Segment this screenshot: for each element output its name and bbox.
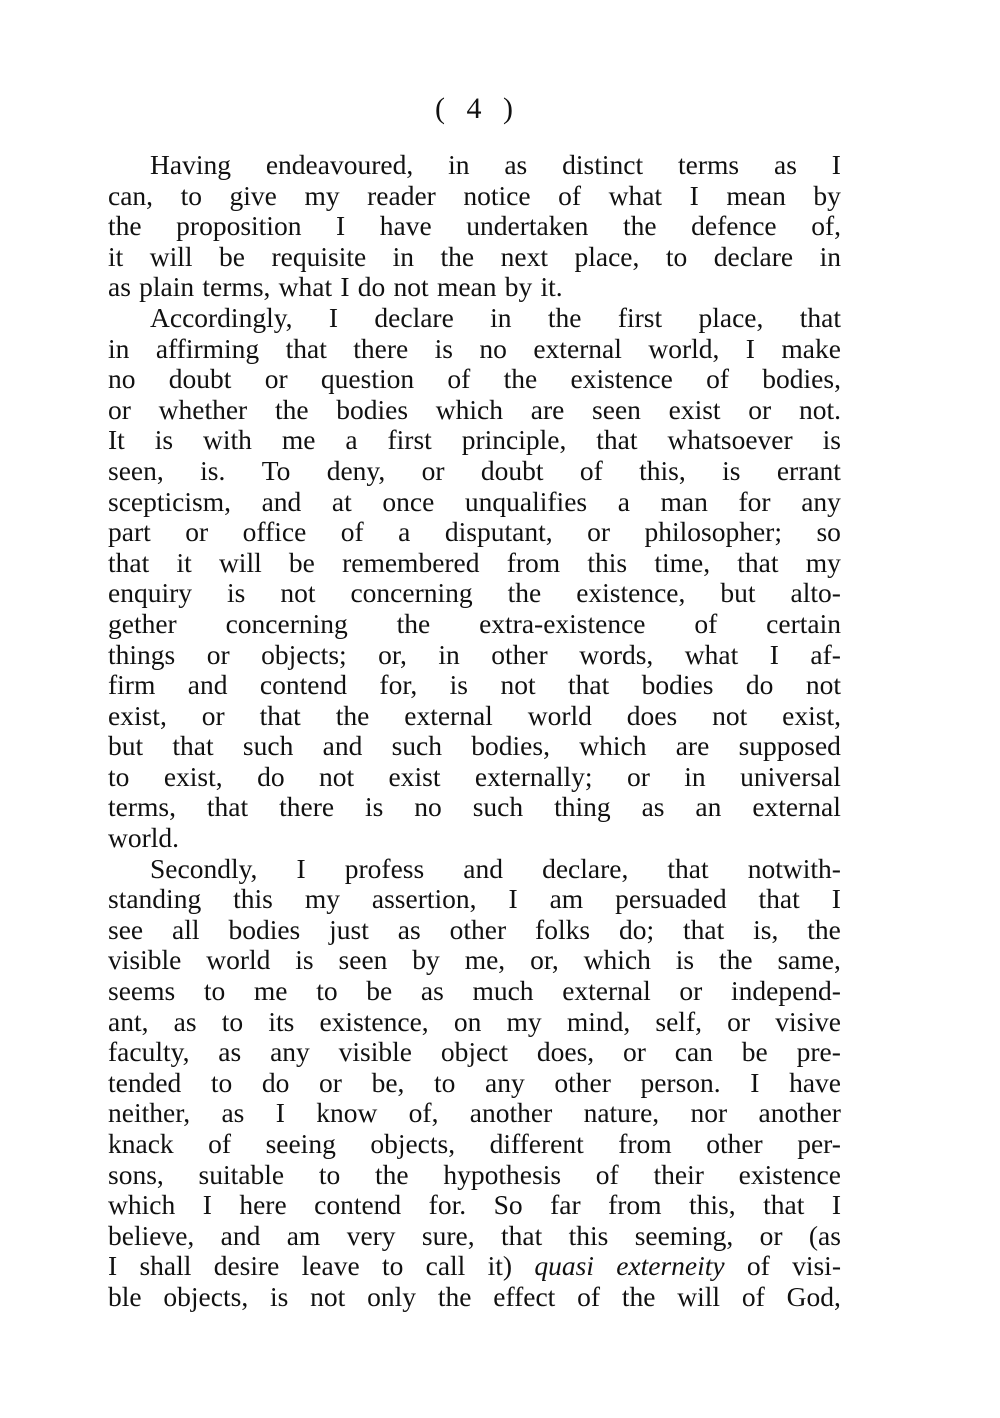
text-line: to exist, do not exist externally; or in universal (108, 760, 841, 792)
text-line: seen, is. To deny, or doubt of this, is errant (108, 454, 841, 486)
text-line: Secondly, I profess and declare, that notwith- (150, 852, 841, 884)
text-line: firm and contend for, is not that bodies do not (108, 669, 841, 701)
text-line: Accordingly, I declare in the first place, that (150, 301, 841, 333)
page-number: ( 4 ) (435, 92, 513, 125)
text-line: part or office of a disputant, or philosopher; so (108, 516, 841, 548)
text-line: see all bodies just as other folks do; that is, the (108, 913, 841, 945)
text-line: seems to me to be as much external or independ- (108, 975, 841, 1007)
text-line: no doubt or question of the existence of bodies, (108, 363, 841, 395)
text-line: visible world is seen by me, or, which is the same, (108, 944, 841, 976)
text-line: things or objects; or, in other words, what I af- (108, 638, 841, 670)
text-line: world. (108, 822, 180, 854)
text-line: standing this my assertion, I am persuaded that I (108, 883, 841, 915)
text-line: believe, and am very sure, that this seeming, or (as (108, 1219, 841, 1251)
text-line: I shall desire leave to call it) quasi externeity of visi- (108, 1250, 841, 1282)
text-line: that it will be remembered from this time, that my (108, 546, 841, 578)
text-line: sons, suitable to the hypothesis of their existence (108, 1158, 841, 1190)
text-line: or whether the bodies which are seen exist or not. (108, 393, 841, 425)
text-line: tended to do or be, to any other person. I have (108, 1066, 841, 1098)
text-line: It is with me a first principle, that whatsoever is (108, 424, 841, 456)
text-line: ble objects, is not only the effect of the will of God, (108, 1280, 841, 1312)
text-line: scepticism, and at once unqualifies a man for any (108, 485, 841, 517)
text-line: faculty, as any visible object does, or can be pre- (108, 1036, 841, 1068)
text-line: gether concerning the extra-existence of certain (108, 607, 841, 639)
text-line: as plain terms, what I do not mean by it. (108, 271, 563, 303)
text-line: the proposition I have undertaken the defence of, (108, 210, 841, 242)
body-text (108, 150, 841, 1313)
text-line: knack of seeing objects, different from other per- (108, 1128, 841, 1159)
text-line: terms, that there is no such thing as an external (108, 791, 841, 823)
text-line: it will be requisite in the next place, to declare in (108, 240, 841, 272)
text-line: but that such and such bodies, which are supposed (108, 730, 841, 762)
text-line: which I here contend for. So far from this, that I (108, 1189, 841, 1221)
text-line: in affirming that there is no external world, I make (108, 332, 841, 364)
text-line: enquiry is not concerning the existence, but alto- (108, 577, 841, 609)
text-line: can, to give my reader notice of what I mean by (108, 179, 841, 211)
text-line: ant, as to its existence, on my mind, self, or visive (108, 1005, 841, 1037)
text-line: neither, as I know of, another nature, nor another (108, 1097, 841, 1129)
text-line: exist, or that the external world does not exist, (108, 699, 841, 731)
text-line: Having endeavoured, in as distinct terms as I (150, 149, 841, 180)
